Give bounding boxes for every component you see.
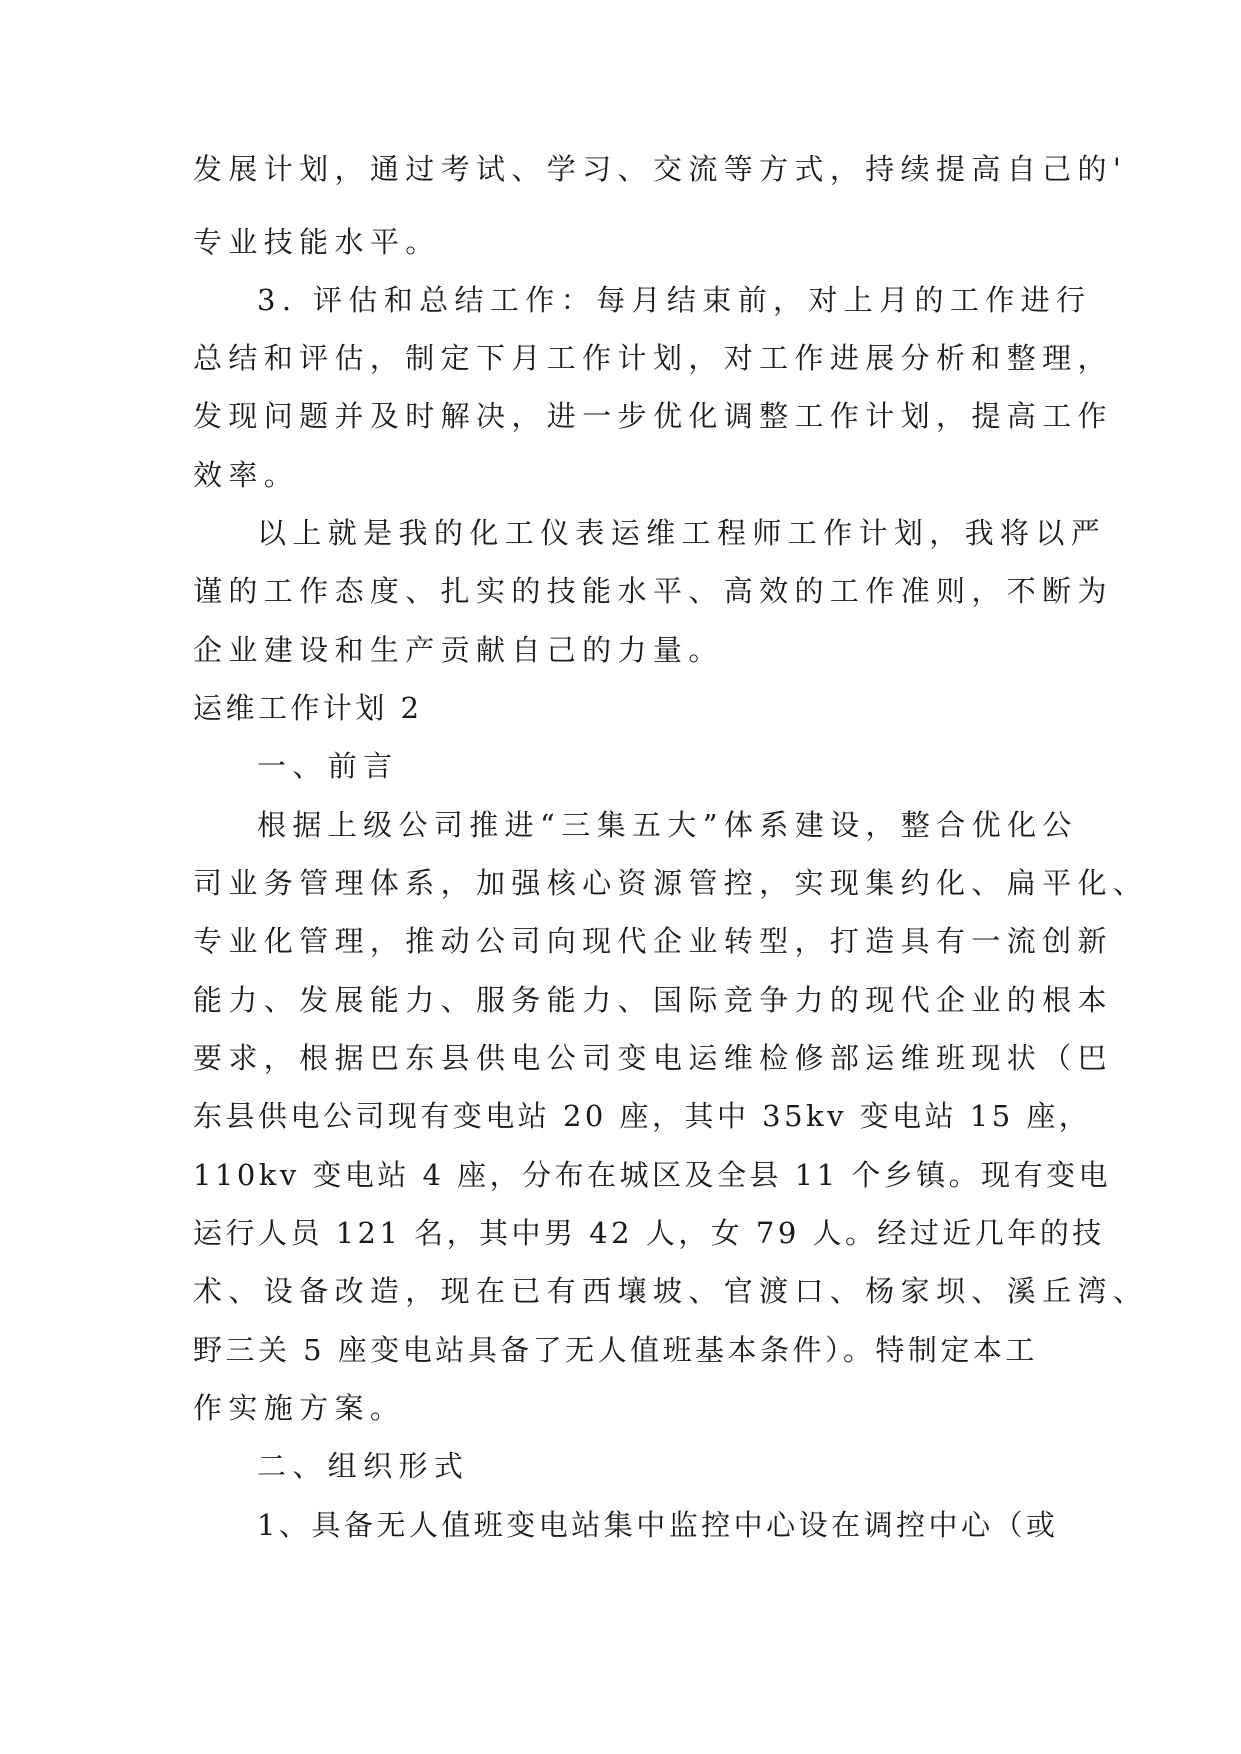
text-line: 发现问题并及时解决，进一步优化调整工作计划，提高工作 bbox=[193, 399, 1113, 433]
text-line: 根据上级公司推进“三集五大”体系建设，整合优化公 bbox=[257, 808, 1078, 842]
text-line: 企业建设和生产贡献自己的力量。 bbox=[193, 633, 724, 667]
text-line: 司业务管理体系，加强核心资源管控，实现集约化、扁平化、 bbox=[193, 866, 1149, 900]
text-line: 专业化管理，推动公司向现代企业转型，打造具有一流创新 bbox=[193, 924, 1113, 958]
text-line: 能力、发展能力、服务能力、国际竞争力的现代企业的根本 bbox=[193, 983, 1113, 1017]
text-line: 作实施方案。 bbox=[193, 1391, 406, 1425]
section-heading: 运维工作计划 2 bbox=[193, 691, 423, 725]
text-line: 发展计划，通过考试、学习、交流等方式，持续提高自己的' bbox=[193, 152, 1128, 186]
text-line: 东县供电公司现有变电站 20 座，其中 35kv 变电站 15 座， bbox=[193, 1099, 1092, 1133]
text-line: 谨的工作态度、扎实的技能水平、高效的工作准则，不断为 bbox=[193, 574, 1113, 608]
text-line: 1、具备无人值班变电站集中监控中心设在调控中心（或 bbox=[257, 1508, 1059, 1542]
text-line: 术、设备改造，现在已有西壤坡、官渡口、杨家坝、溪丘湾、 bbox=[193, 1274, 1149, 1308]
text-line: 要求，根据巴东县供电公司变电运维检修部运维班现状（巴 bbox=[193, 1041, 1113, 1075]
text-line: 野三关 5 座变电站具备了无人值班基本条件）。特制定本工 bbox=[193, 1333, 1038, 1367]
text-line: 效率。 bbox=[193, 458, 300, 492]
subsection-heading: 一、前言 bbox=[257, 749, 399, 783]
text-line: 专业技能水平。 bbox=[193, 225, 441, 259]
text-line: 运行人员 121 名，其中男 42 人，女 79 人。经过近几年的技 bbox=[193, 1216, 1105, 1250]
text-line: 3. 评估和总结工作：每月结束前，对上月的工作进行 bbox=[257, 283, 1092, 317]
subsection-heading: 二、组织形式 bbox=[257, 1449, 470, 1483]
text-line: 总结和评估，制定下月工作计划，对工作进展分析和整理， bbox=[193, 341, 1113, 375]
text-line: 110kv 变电站 4 座，分布在城区及全县 11 个乡镇。现有变电 bbox=[193, 1158, 1112, 1192]
text-line: 以上就是我的化工仪表运维工程师工作计划，我将以严 bbox=[257, 516, 1107, 550]
